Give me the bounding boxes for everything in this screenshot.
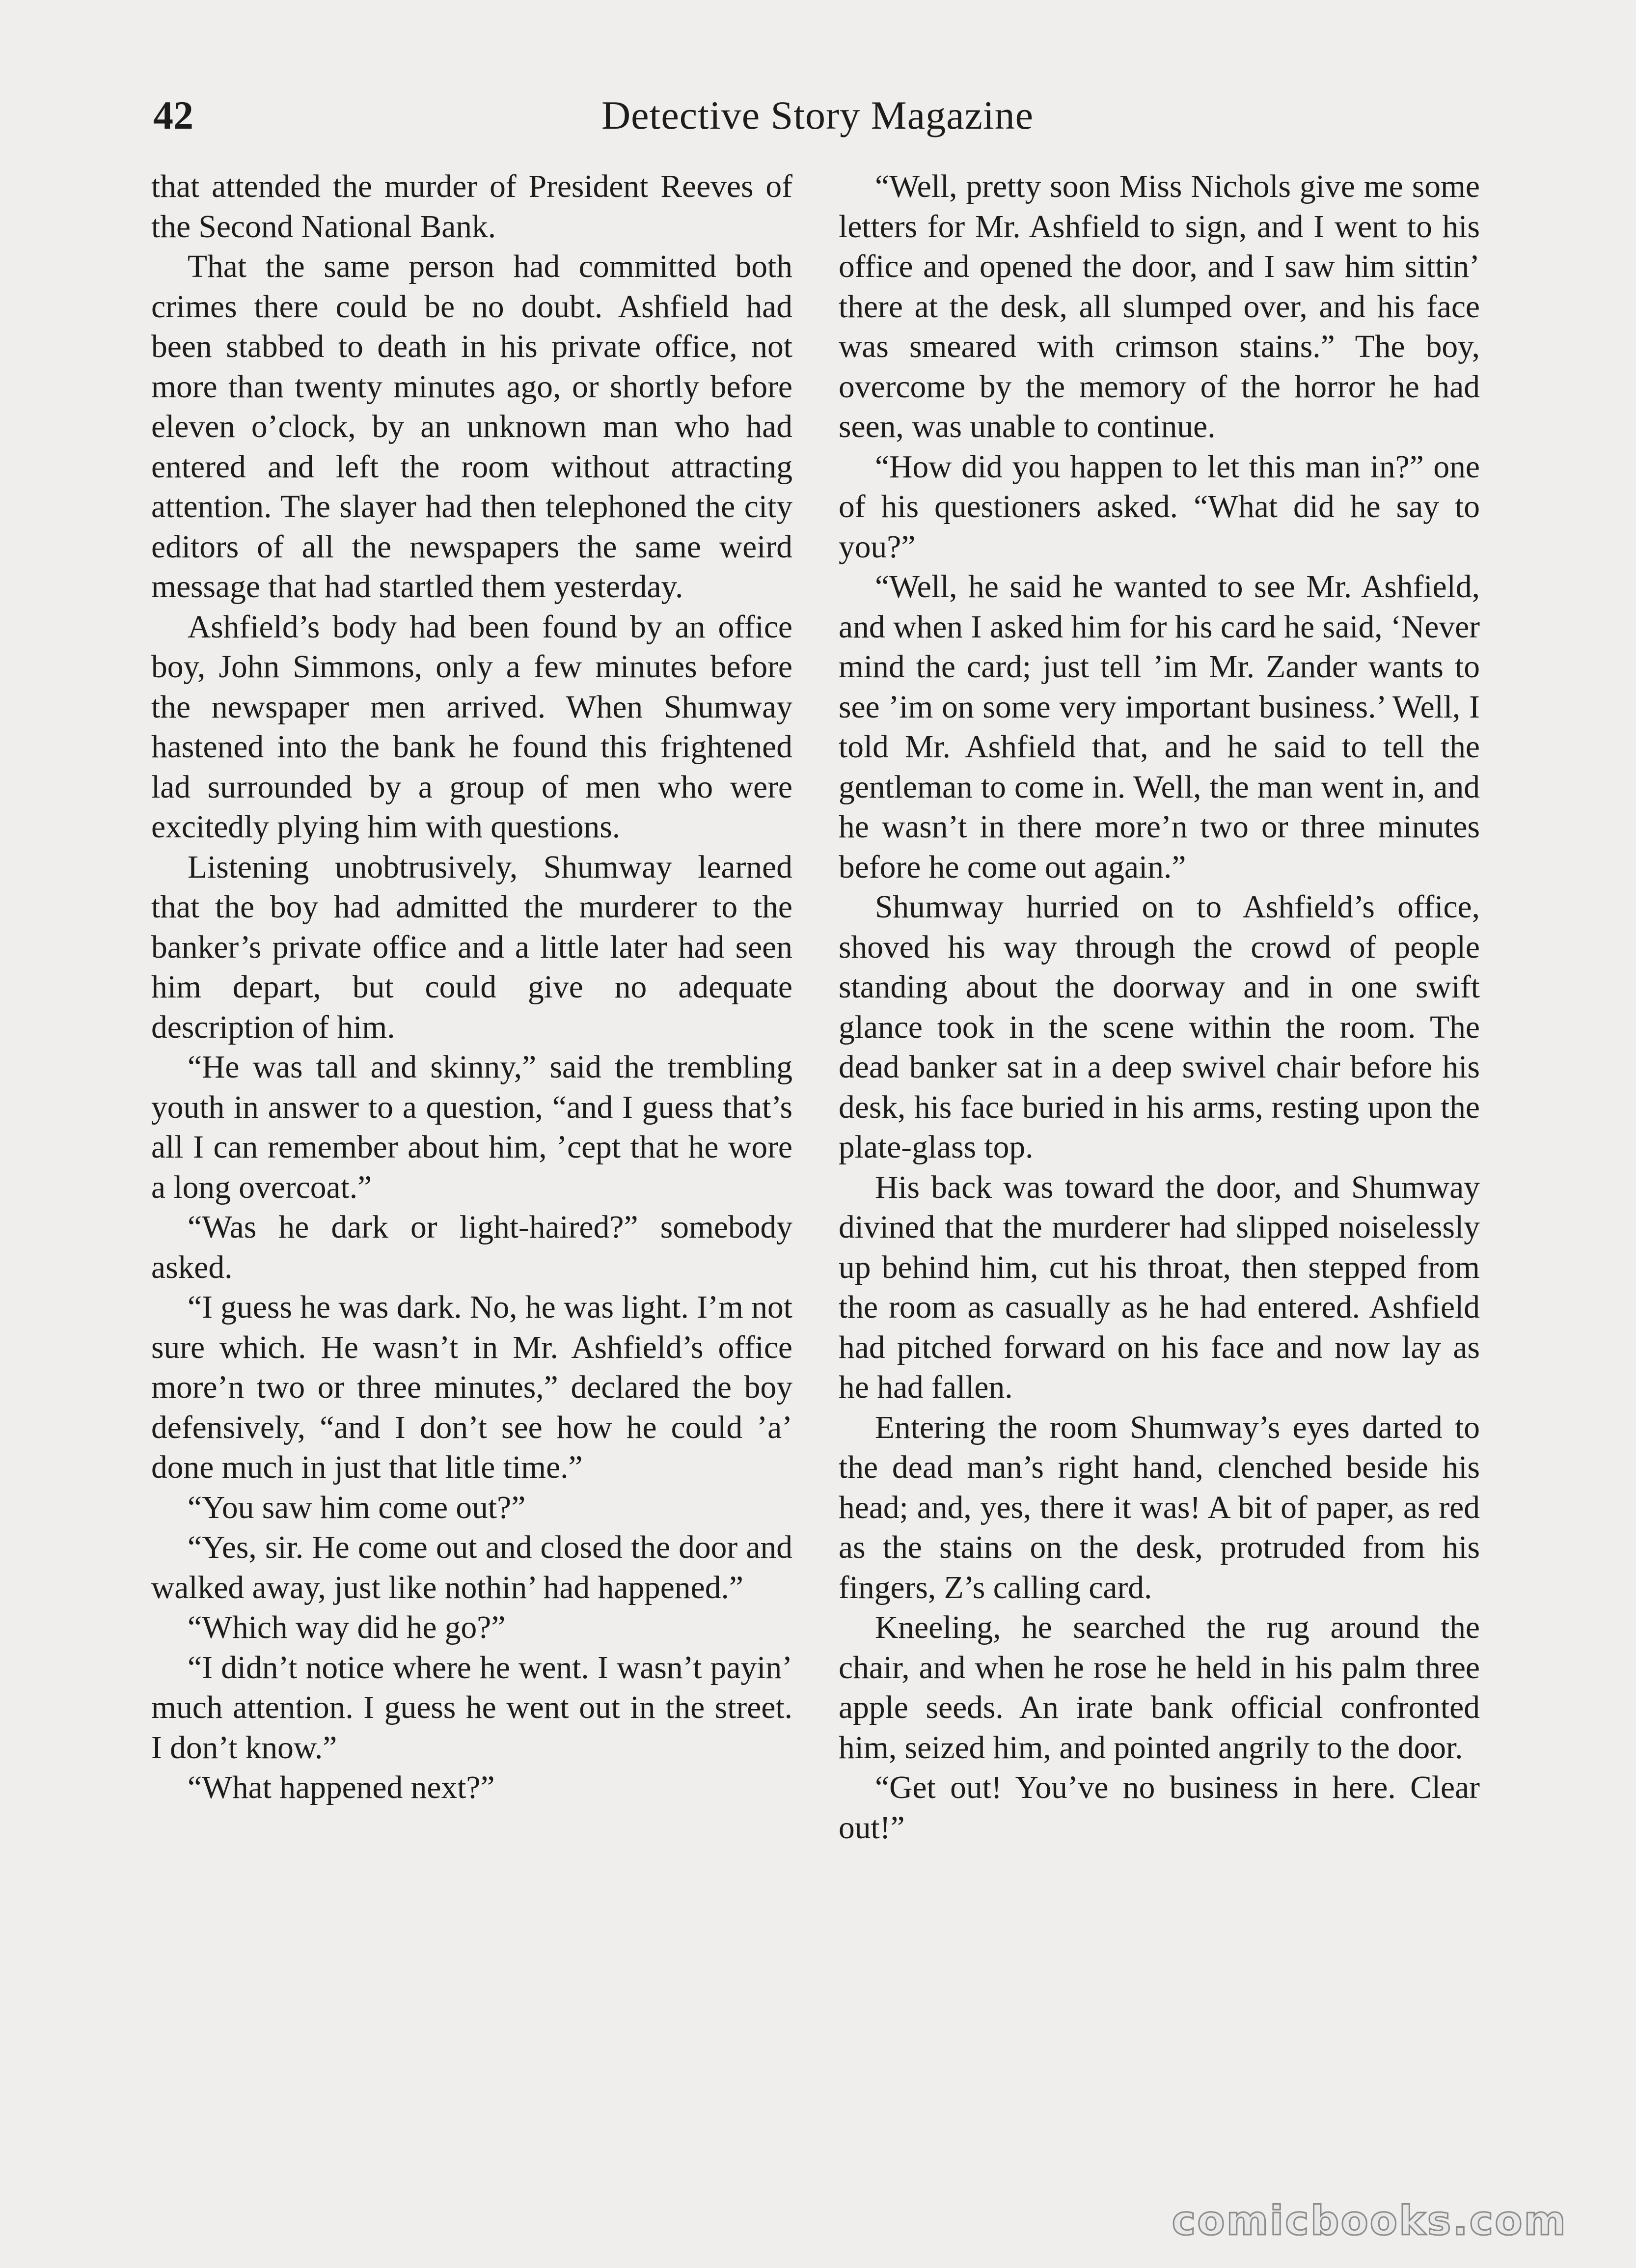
paragraph: “Get out! You’ve no business in here. Clear out!” (839, 1770, 1480, 1846)
paragraph: Shumway hurried on to Ashfield’s office, shoved his way through the crowd of people standing about the doorway and in one swift glance took in the scene within the room. The dead banker sat in a deep swivel chair before his desk, his face buried in his arms, resting upon the plate-glass top. (839, 889, 1480, 1165)
paragraph: His back was toward the door, and Shumway divined that the murderer had slipped noiselessly up behind him, cut his throat, then stepped from the room as casually as he had entered. Ashfield had pitched forward on his face and now lay as he had fallen. (839, 1169, 1480, 1405)
left-column (151, 167, 792, 1808)
paragraph: Entering the room Shumway’s eyes darted to the dead man’s right hand, clenched beside his head; and, yes, there it was! A bit of paper, as red as the stains on the desk, protruded from his fingers, Z’s calling card. (839, 1410, 1480, 1605)
page-number: 42 (153, 93, 193, 138)
paragraph: That the same person had committed both crimes there could be no doubt. Ashfield had been stabbed to death in his private office, not more than twenty minutes ago, or shortly before eleven o’clock, by an unknown man who had entered and left the room without attracting attention. The slayer had then telephoned the city editors of all the newspapers the same weird message that had startled them yesterday. (151, 249, 792, 605)
paragraph: Kneeling, he searched the rug around the chair, and when he rose he held in his palm three apple seeds. An irate bank official confronted him, seized him, and pointed angrily to the door. (839, 1610, 1480, 1766)
page-header (153, 83, 1482, 147)
paragraph: “You saw him come out?” (188, 1490, 526, 1525)
paragraph: “I guess he was dark. No, he was light. I’m not sure which. He wasn’t in Mr. Ashfield’s office more’n two or three minutes,” declared the boy defensively, “and I don’t see how he could ’a’ done much in just that litle time.” (151, 1290, 792, 1485)
paragraph: “He was tall and skinny,” said the trembling youth in answer to a question, “and I guess that’s all I can remember about him, ’cept that he wore a long overcoat.” (151, 1050, 792, 1205)
paragraph: “Was he dark or light-haired?” somebody asked. (151, 1210, 792, 1285)
paragraph: “Well, he said he wanted to see Mr. Ashfield, and when I asked him for his card he said, ‘Never mind the card; just tell ’im Mr. Zander wants to see ’im on some very important business.’ Well, I told Mr. Ashfield that, and he said to tell the gentleman to come in. Well, the man went in, and he wasn’t in there more’n two or three minutes before he come out again.” (839, 569, 1480, 885)
paragraph: that attended the murder of President Reeves of the Second National Bank. (151, 169, 792, 245)
paragraph: “Which way did he go?” (188, 1610, 506, 1645)
running-title: Detective Story Magazine (601, 93, 1034, 138)
watermark: comicbooks.com (1172, 2198, 1567, 2244)
paragraph: “What happened next?” (188, 1770, 495, 1805)
right-column (839, 167, 1480, 1848)
paragraph: Listening unobtrusively, Shumway learned that the boy had admitted the murderer to the banker’s private office and a little later had seen him depart, but could give no adequate description of him. (151, 849, 792, 1045)
paragraph: “How did you happen to let this man in?” one of his questioners asked. “What did he say to you?” (839, 449, 1480, 565)
paragraph: “Yes, sir. He come out and closed the door and walked away, just like nothin’ had happened.” (151, 1530, 792, 1605)
paragraph: Ashfield’s body had been found by an office boy, John Simmons, only a few minutes before the newspaper men arrived. When Shumway hastened into the bank he found this frightened lad surrounded by a group of men who were excitedly plying him with questions. (151, 609, 792, 845)
paragraph: “Well, pretty soon Miss Nichols give me some letters for Mr. Ashfield to sign, and I went to his office and opened the door, and I saw him sittin’ there at the desk, all slumped over, and his face was smeared with crimson stains.” The boy, overcome by the memory of the horror he had seen, was unable to continue. (839, 169, 1480, 444)
paragraph: “I didn’t notice where he went. I wasn’t payin’ much attention. I guess he went out in the street. I don’t know.” (151, 1650, 792, 1766)
